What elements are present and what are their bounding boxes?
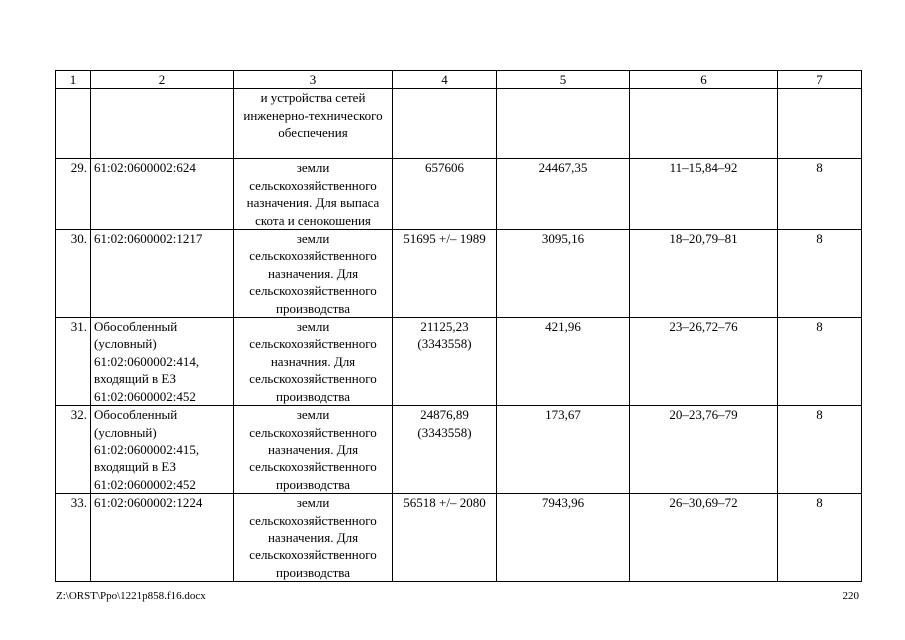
row-number-cell: 32. <box>56 406 91 494</box>
value-cell: 173,67 <box>497 406 630 494</box>
land-category-cell: земли сельскохозяйственного назначения. Для сельскохозяйственного производства <box>234 406 393 494</box>
count-cell: 8 <box>778 494 862 582</box>
header-cell: 6 <box>630 71 778 89</box>
table-row <box>56 406 862 494</box>
points-cell: 23–26,72–76 <box>630 318 778 406</box>
cadastral-number-cell: Обособленный (условный) 61:02:0600002:415, входящий в ЕЗ 61:02:0600002:452 <box>91 406 234 494</box>
count-cell: 8 <box>778 230 862 318</box>
table-header-row <box>56 71 862 89</box>
area-cell <box>393 89 497 159</box>
table-row <box>56 230 862 318</box>
header-cell: 7 <box>778 71 862 89</box>
area-cell: 21125,23 (3343558) <box>393 318 497 406</box>
points-cell <box>630 89 778 159</box>
cadastral-number-cell: 61:02:0600002:1224 <box>91 494 234 582</box>
table-row <box>56 494 862 582</box>
land-category-cell: земли сельскохозяйственного назначения. Для выпаса скота и сенокошения <box>234 159 393 230</box>
cadastral-number-cell: Обособленный (условный) 61:02:0600002:414, входящий в ЕЗ 61:02:0600002:452 <box>91 318 234 406</box>
area-cell: 51695 +/– 1989 <box>393 230 497 318</box>
points-cell: 11–15,84–92 <box>630 159 778 230</box>
value-cell: 3095,16 <box>497 230 630 318</box>
land-category-cell: земли сельскохозяйственного назначения. Для сельскохозяйственного производства <box>234 494 393 582</box>
value-cell: 421,96 <box>497 318 630 406</box>
value-cell <box>497 89 630 159</box>
area-cell: 657606 <box>393 159 497 230</box>
count-cell <box>778 89 862 159</box>
row-number-cell: 33. <box>56 494 91 582</box>
document-path: Z:\ORST\Ppo\1221p858.f16.docx <box>56 590 206 602</box>
header-cell: 1 <box>56 71 91 89</box>
points-cell: 18–20,79–81 <box>630 230 778 318</box>
cadastral-number-cell: 61:02:0600002:624 <box>91 159 234 230</box>
value-cell: 24467,35 <box>497 159 630 230</box>
row-number-cell <box>56 89 91 159</box>
cadastral-number-cell: 61:02:0600002:1217 <box>91 230 234 318</box>
header-cell: 4 <box>393 71 497 89</box>
table-row <box>56 159 862 230</box>
points-cell: 26–30,69–72 <box>630 494 778 582</box>
land-category-cell: и устройства сетей инженерно-технического обеспечения <box>234 89 393 159</box>
page-number: 220 <box>842 590 859 602</box>
area-cell: 56518 +/– 2080 <box>393 494 497 582</box>
area-cell: 24876,89 (3343558) <box>393 406 497 494</box>
points-cell: 20–23,76–79 <box>630 406 778 494</box>
header-cell: 2 <box>91 71 234 89</box>
table-row-continuation <box>56 89 862 159</box>
count-cell: 8 <box>778 406 862 494</box>
header-cell: 3 <box>234 71 393 89</box>
row-number-cell: 30. <box>56 230 91 318</box>
count-cell: 8 <box>778 159 862 230</box>
row-number-cell: 31. <box>56 318 91 406</box>
header-cell: 5 <box>497 71 630 89</box>
table-row <box>56 318 862 406</box>
cadastral-number-cell <box>91 89 234 159</box>
row-number-cell: 29. <box>56 159 91 230</box>
land-category-cell: земли сельскохозяйственного назначния. Для сельскохозяйственного производства <box>234 318 393 406</box>
land-parcels-table <box>55 70 862 582</box>
count-cell: 8 <box>778 318 862 406</box>
value-cell: 7943,96 <box>497 494 630 582</box>
land-category-cell: земли сельскохозяйственного назначения. Для сельскохозяйственного производства <box>234 230 393 318</box>
